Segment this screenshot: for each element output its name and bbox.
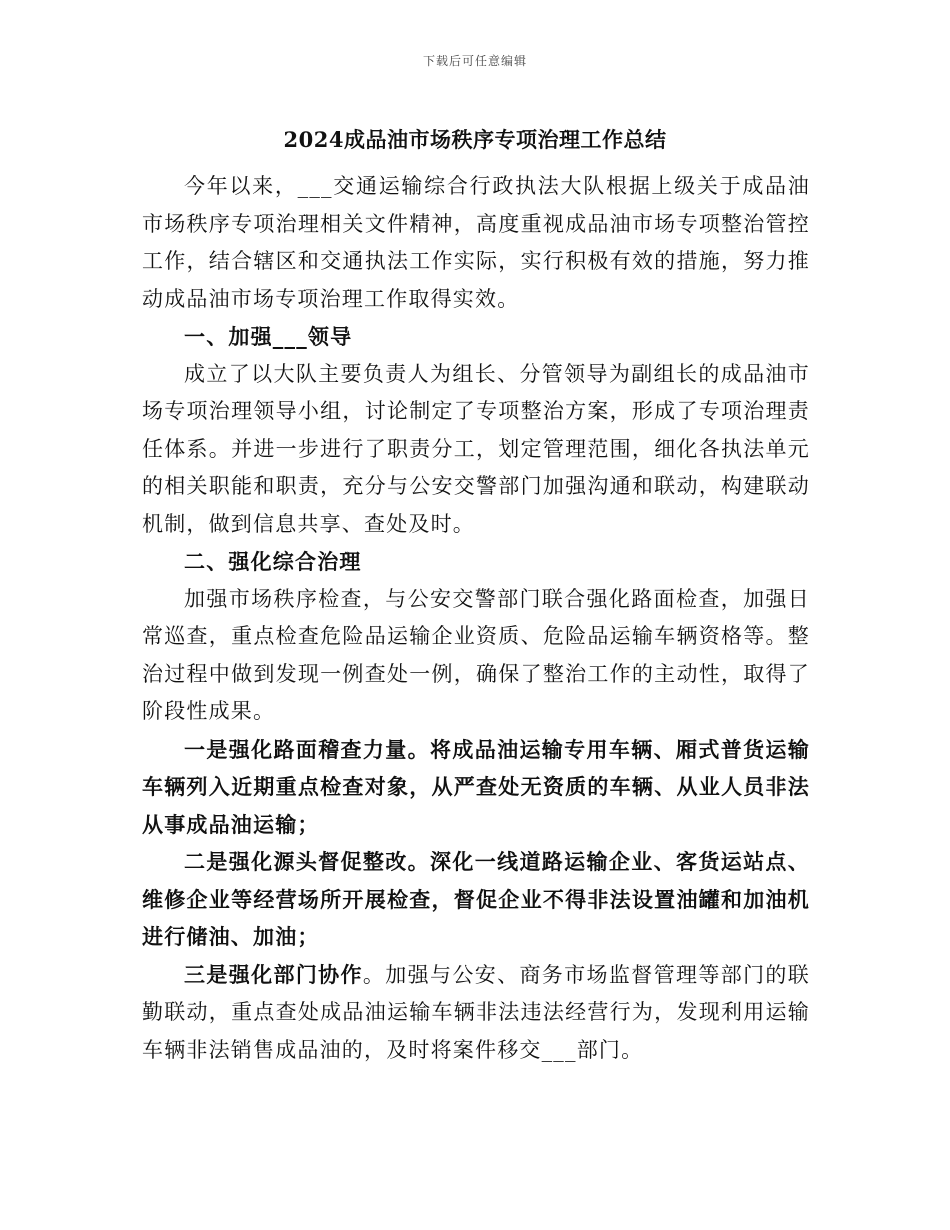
section-heading-leadership: 一、加强___领导 xyxy=(184,324,353,349)
department-cooperation-lead: 三是强化部门协作 xyxy=(184,961,363,987)
source-rectification-paragraph: 二是强化源头督促整改。深化一线道路运输企业、客货运站点、维修企业等经营场所开展检查，督促企业不得非法设置油罐和加油机进行储油、加油； xyxy=(142,849,810,949)
department-cooperation-paragraph xyxy=(142,956,810,1070)
document-body xyxy=(142,168,810,1069)
department-cooperation-text: 。加强与公安、商务市场监督管理等部门的联勤联动，重点查处成品油运输车辆非法违法经营行为，发现利用运输车辆非法销售成品油的，及时将案件移交___部门。 xyxy=(142,962,810,1062)
page-header-note: 下载后可任意编辑 xyxy=(422,54,527,68)
section-heading-governance: 二、强化综合治理 xyxy=(184,549,362,574)
intro-paragraph: 今年以来，___交通运输综合行政执法大队根据上级关于成品油市场秩序专项治理相关文件精神，高度重视成品油市场专项整治管控工作，结合辖区和交通执法工作实际，实行积极有效的措施，努力推动成品油市场专项治理工作取得实效。 xyxy=(142,174,810,311)
road-inspection-paragraph: 一是强化路面稽查力量。将成品油运输专用车辆、厢式普货运输车辆列入近期重点检查对象，从严查处无资质的车辆、从业人员非法从事成品油运输； xyxy=(142,736,810,837)
governance-paragraph: 加强市场秩序检查，与公安交警部门联合强化路面检查，加强日常巡查，重点检查危险品运输企业资质、危险品运输车辆资格等。整治过程中做到发现一例查处一例，确保了整治工作的主动性，取得了阶段性成果。 xyxy=(142,586,810,723)
document-title: 2024成品油市场秩序专项治理工作总结 xyxy=(283,127,667,152)
leadership-paragraph: 成立了以大队主要负责人为组长、分管领导为副组长的成品油市场专项治理领导小组，讨论制定了专项整治方案，形成了专项治理责任体系。并进一步进行了职责分工，划定管理范围，细化各执法单元的相关职能和职责，充分与公安交警部门加强沟通和联动，构建联动机制，做到信息共享、查处及时。 xyxy=(142,361,810,536)
